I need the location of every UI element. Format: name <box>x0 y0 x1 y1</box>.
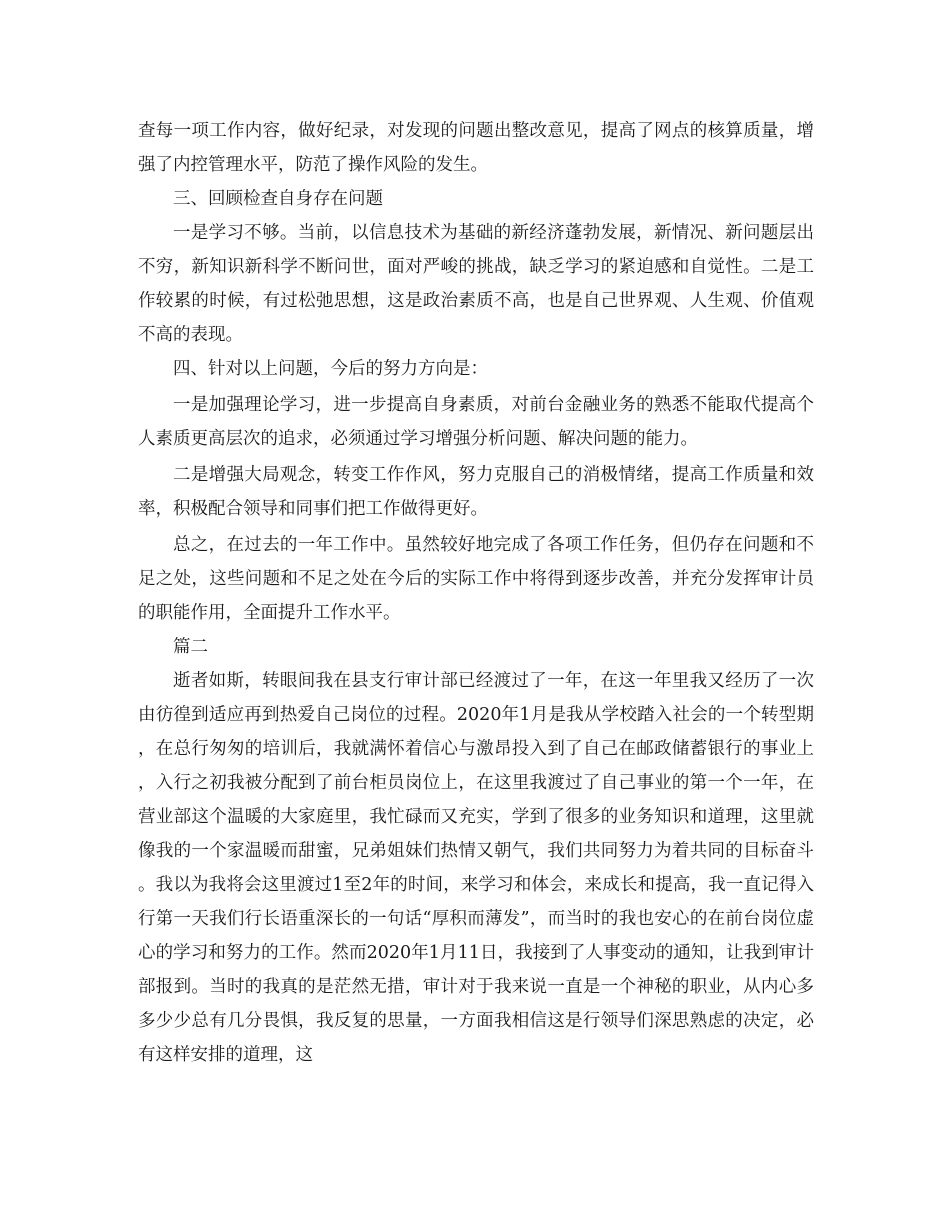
section-heading-four: 四、针对以上问题，今后的努力方向是： <box>173 359 488 379</box>
document-body <box>138 114 814 1072</box>
section-heading-part-two: 篇二 <box>173 637 208 657</box>
paragraph-continuation: 查每一项工作内容，做好纪录，对发现的问题出整改意见，提高了网点的核算质量，增强了内控管理水平，防范了操作风险的发生。 <box>138 121 814 175</box>
section-heading-three: 三、回顾检查自身存在问题 <box>173 189 383 209</box>
paragraph-summary: 总之，在过去的一年工作中。虽然较好地完成了各项工作任务，但仍存在问题和不足之处，这些问题和不足之处在今后的实际工作中将得到逐步改善，并充分发挥审计员的职能作用，全面提升工作水平。 <box>138 535 814 623</box>
paragraph-overall-view: 二是增强大局观念，转变工作作风，努力克服自己的消极情绪，提高工作质量和效率，积极配合领导和同事们把工作做得更好。 <box>138 465 814 519</box>
paragraph-theory-study: 一是加强理论学习，进一步提高自身素质，对前台金融业务的熟悉不能取代提高个人素质更高层次的追求，必须通过学习增强分析问题、解决问题的能力。 <box>138 395 814 449</box>
paragraph-part-two-body: 逝者如斯，转眼间我在县支行审计部已经渡过了一年，在这一年里我又经历了一次由彷徨到适应再到热爱自己岗位的过程。2020年1月是我从学校踏入社会的一个转型期，在总行匆匆的培训后，我就满怀着信心与激昂投入到了自己在邮政储蓄银行的事业上，入行之初我被分配到了前台柜员岗位上，在这里我渡过了自己事业的第一个一年，在营业部这个温暖的大家庭里，我忙碌而又充实，学到了很多的业务知识和道理，这里就像我的一个家温暖而甜蜜，兄弟姐妹们热情又朝气，我们共同努力为着共同的目标奋斗。我以为我将会这里渡过1至2年的时间，来学习和体会，来成长和提高，我一直记得入行第一天我们行长语重深长的一句话“厚积而薄发”，而当时的我也安心的在前台岗位虚心的学习和努力的工作。然而2020年1月11日，我接到了人事变动的通知，让我到审计部报到。当时的我真的是茫然无措，审计对于我来说一直是一个神秘的职业，从内心多多少少总有几分畏惧，我反复的思量，一方面我相信这是行领导们深思熟虑的决定，必有这样安排的道理，这 <box>138 671 814 1065</box>
paragraph-learning: 一是学习不够。当前，以信息技术为基础的新经济蓬勃发展，新情况、新问题层出不穷，新知识新科学不断问世，面对严峻的挑战，缺乏学习的紧迫感和自觉性。二是工作较累的时候，有过松弛思想，这是政治素质不高，也是自己世界观、人生观、价值观不高的表现。 <box>138 223 814 345</box>
